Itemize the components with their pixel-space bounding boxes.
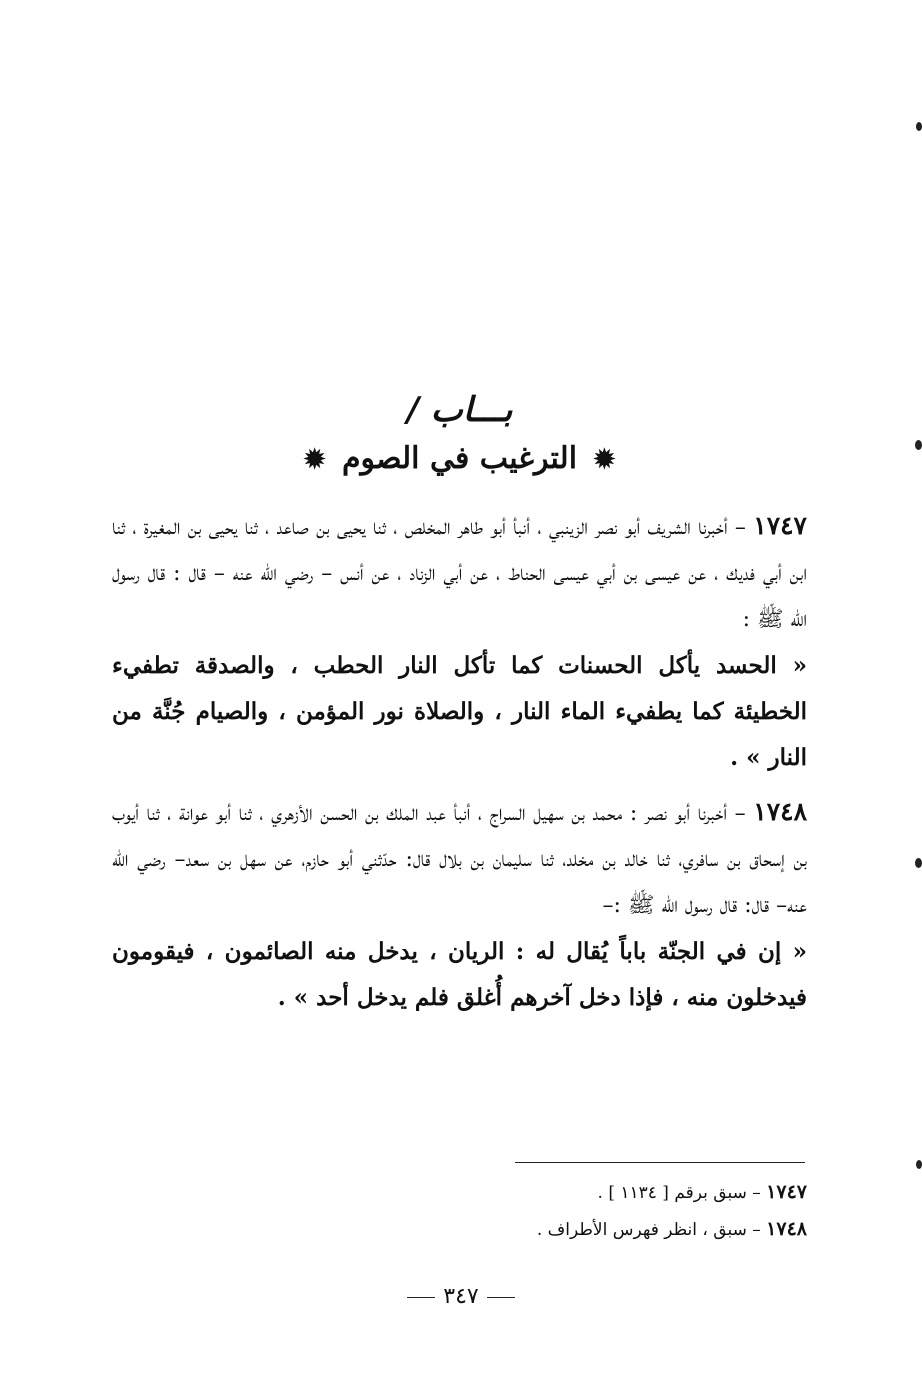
hadith-text: « إن في الجنّة باباً يُقال له : الريان ، يدخل منه الصائمون ، فيقومون فيدخلون منه ، فإذا دخل آخرهم أُغلق فلم يدخل أحد » .	[112, 938, 807, 1011]
scan-mark	[916, 122, 922, 131]
footnote-divider	[515, 1162, 805, 1163]
isnad-text: – أخبرنا أبو نصر : محمد بن سهيل السراج ، أنبأ عبد الملك بن الحسن الأزهري ، ثنا أبو عوانة ، ثنا أيوب بن إسحاق بن سافري، ثنا خالد بن مخلد، ثنا سليمان بن بلال قال: حدّثني أبو حازم، عن سهل بن سعد– رضي الله عنه– قال: قال رسول الله ﷺ :–	[112, 801, 807, 918]
page-number-text: ٣٤٧	[443, 1284, 479, 1309]
chapter-title	[112, 432, 807, 487]
page-number	[0, 1284, 922, 1309]
footnote-number: ١٧٤٨	[766, 1218, 807, 1240]
scan-mark	[915, 440, 922, 450]
dash-decoration	[407, 1297, 435, 1298]
hadith-isnad	[112, 503, 807, 643]
chapter-title-text: الترغيب في الصوم	[341, 441, 578, 476]
footnote-text: – سبق ، انظر فهرس الأطراف .	[536, 1220, 761, 1240]
footnotes	[112, 1174, 807, 1248]
hadith-text: « الحسد يأكل الحسنات كما تأكل النار الحطب ، والصدقة تطفيء الخطيئة كما يطفيء الماء النار ، والصلاة نور المؤمن ، والصيام جُنَّة من النار » .	[112, 652, 807, 771]
footnote-text: – سبق برقم [ ١١٣٤ ] .	[597, 1183, 761, 1203]
footnote	[112, 1211, 807, 1248]
scan-mark	[916, 1160, 922, 1169]
footnote	[112, 1174, 807, 1211]
hadith-number: ١٧٤٧	[753, 511, 807, 540]
chapter-label: بـــاب /	[406, 390, 513, 430]
star-icon: ✹	[593, 445, 616, 475]
page-body	[112, 388, 807, 1021]
dash-decoration	[487, 1297, 515, 1298]
isnad-text: – أخبرنا الشريف أبو نصر الزينبي ، أنبأ أبو طاهر المخلص ، ثنا يحيى بن صاعد ، ثنا يحيى بن المغيرة ، ثنا ابن أبي فديك ، عن عيسى بن أبي عيسى الحناط ، عن أبي الزناد ، عن أنس – رضي الله عنه – قال : قال رسول الله ﷺ :	[112, 515, 807, 632]
hadith-number: ١٧٤٨	[753, 797, 807, 826]
star-icon: ✹	[303, 445, 326, 475]
scan-mark	[915, 858, 922, 868]
hadith-isnad	[112, 789, 807, 929]
footnote-number: ١٧٤٧	[766, 1181, 807, 1203]
